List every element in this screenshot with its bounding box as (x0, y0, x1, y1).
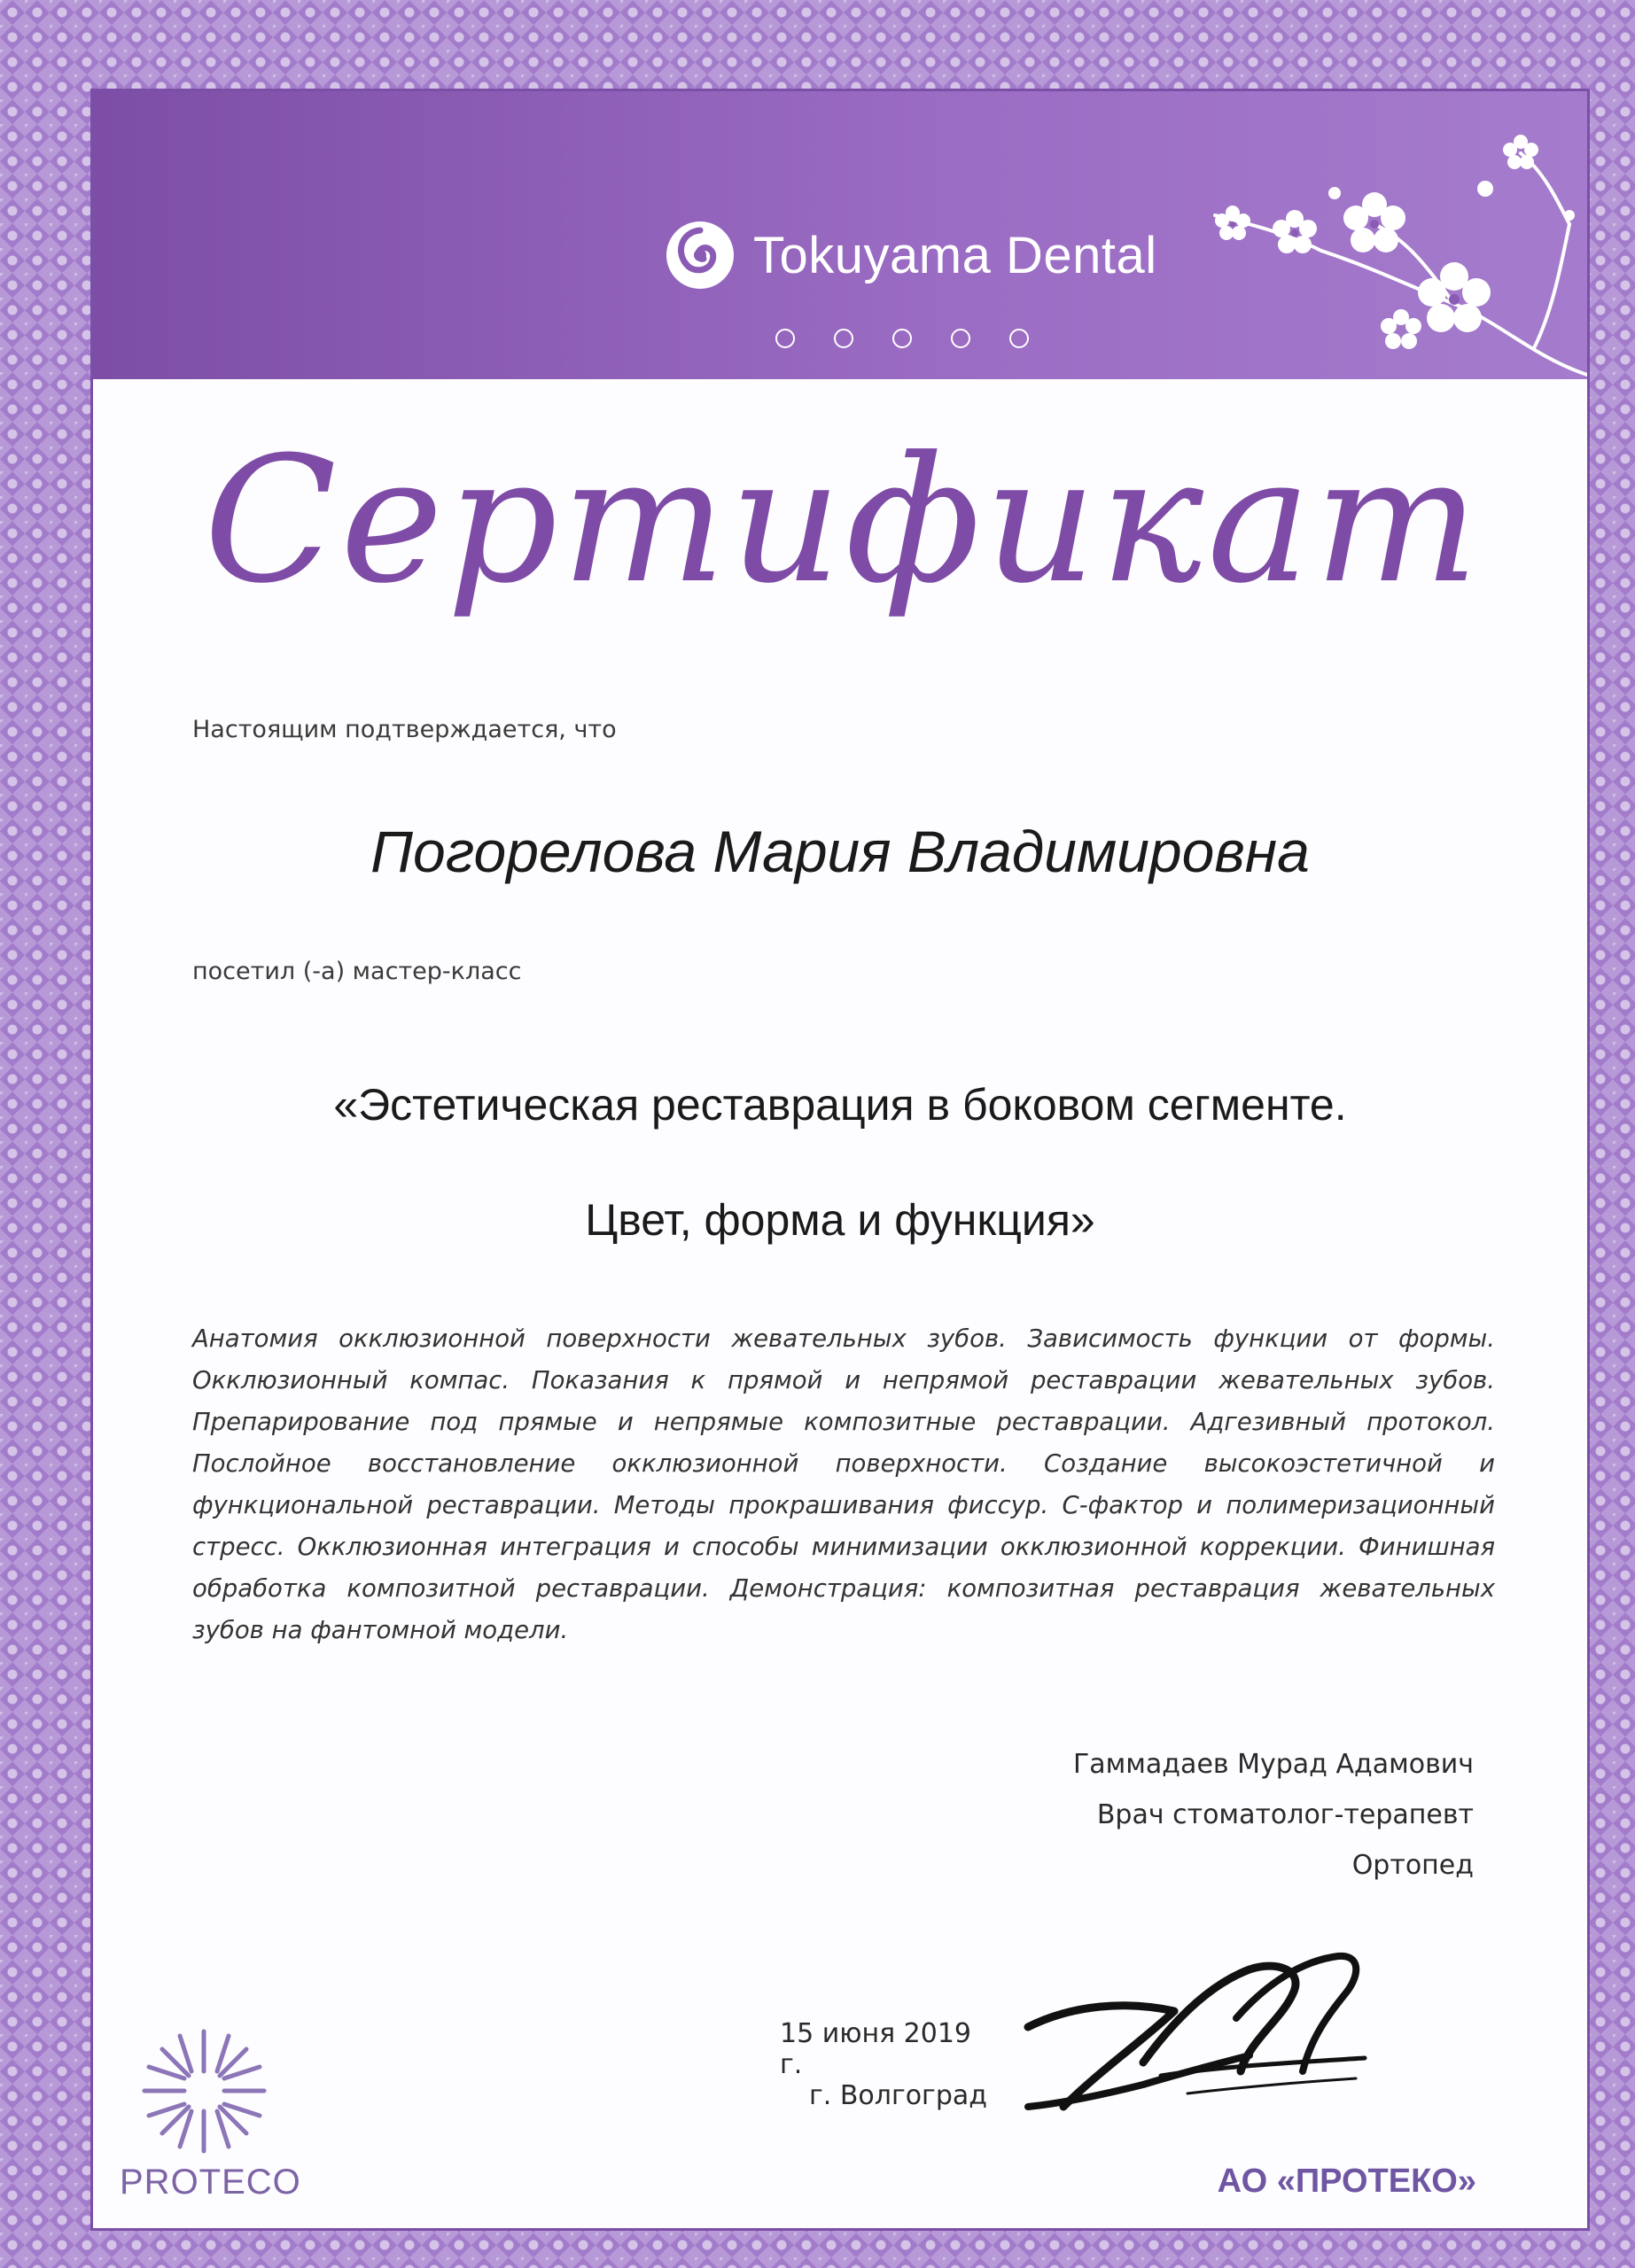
certificate-page (93, 91, 1587, 2228)
dot-icon (775, 329, 795, 348)
recipient-name: Погорелова Мария Владимировна (370, 819, 1310, 884)
tokuyama-swirl-icon (663, 218, 737, 292)
course-title-line1: «Эстетическая реставрация в боковом сегменте. (333, 1080, 1347, 1130)
brand-name: Tokuyama Dental (753, 226, 1157, 284)
certificate-city: г. Волгоград (809, 2080, 987, 2111)
confirm-text: Настоящим подтверждается, что (192, 716, 617, 743)
course-description: Анатомия окклюзионной поверхности жевательных зубов. Зависимость функции от формы. Окклюзионный компас. Показания к прямой и непрямой реставрации жевательных зубов. Препарирование под прямые и непрямые композитные реставрации. Адгезивный протокол. Послойное восстановление окклюзионной поверхности. Создание высокоэстетичной и функциональной реставрации. Методы прокрашивания фиссур. С-фактор и полимеризационный стресс. Окклюзионная интеграция и способы минимизации окклюзионной коррекции. Финишная обработка композитной реставрации. Демонстрация: композитная реставрация жевательных зубов на фантомной модели. (192, 1324, 1495, 1644)
certificate-date: 15 июня 2019 г. (780, 2018, 972, 2080)
dot-icon (892, 329, 912, 348)
course-title-line2: Цвет, форма и функция» (585, 1195, 1095, 1245)
dot-icon (834, 329, 853, 348)
header-band (93, 91, 1587, 379)
teacher-name: Гаммадаев Мурад Адамович (1072, 1749, 1474, 1780)
visited-text: посетил (-а) мастер-класс (192, 958, 522, 985)
teacher-block (1073, 1739, 1474, 1891)
proteco-logo-icon (136, 2023, 273, 2160)
certificate-title: Сертификат (204, 420, 1483, 622)
teacher-position: Врач стоматолог-терапевт (1096, 1799, 1474, 1830)
company-name: АО «ПРОТЕКО» (1217, 2163, 1476, 2200)
dot-icon (1009, 329, 1029, 348)
signature-icon (1010, 1930, 1382, 2133)
header-dots (775, 329, 1029, 348)
cherry-blossom-icon (1038, 91, 1587, 379)
proteco-name: PROTECO (120, 2163, 301, 2202)
dot-icon (951, 329, 970, 348)
teacher-specialty: Ортопед (1351, 1850, 1474, 1881)
